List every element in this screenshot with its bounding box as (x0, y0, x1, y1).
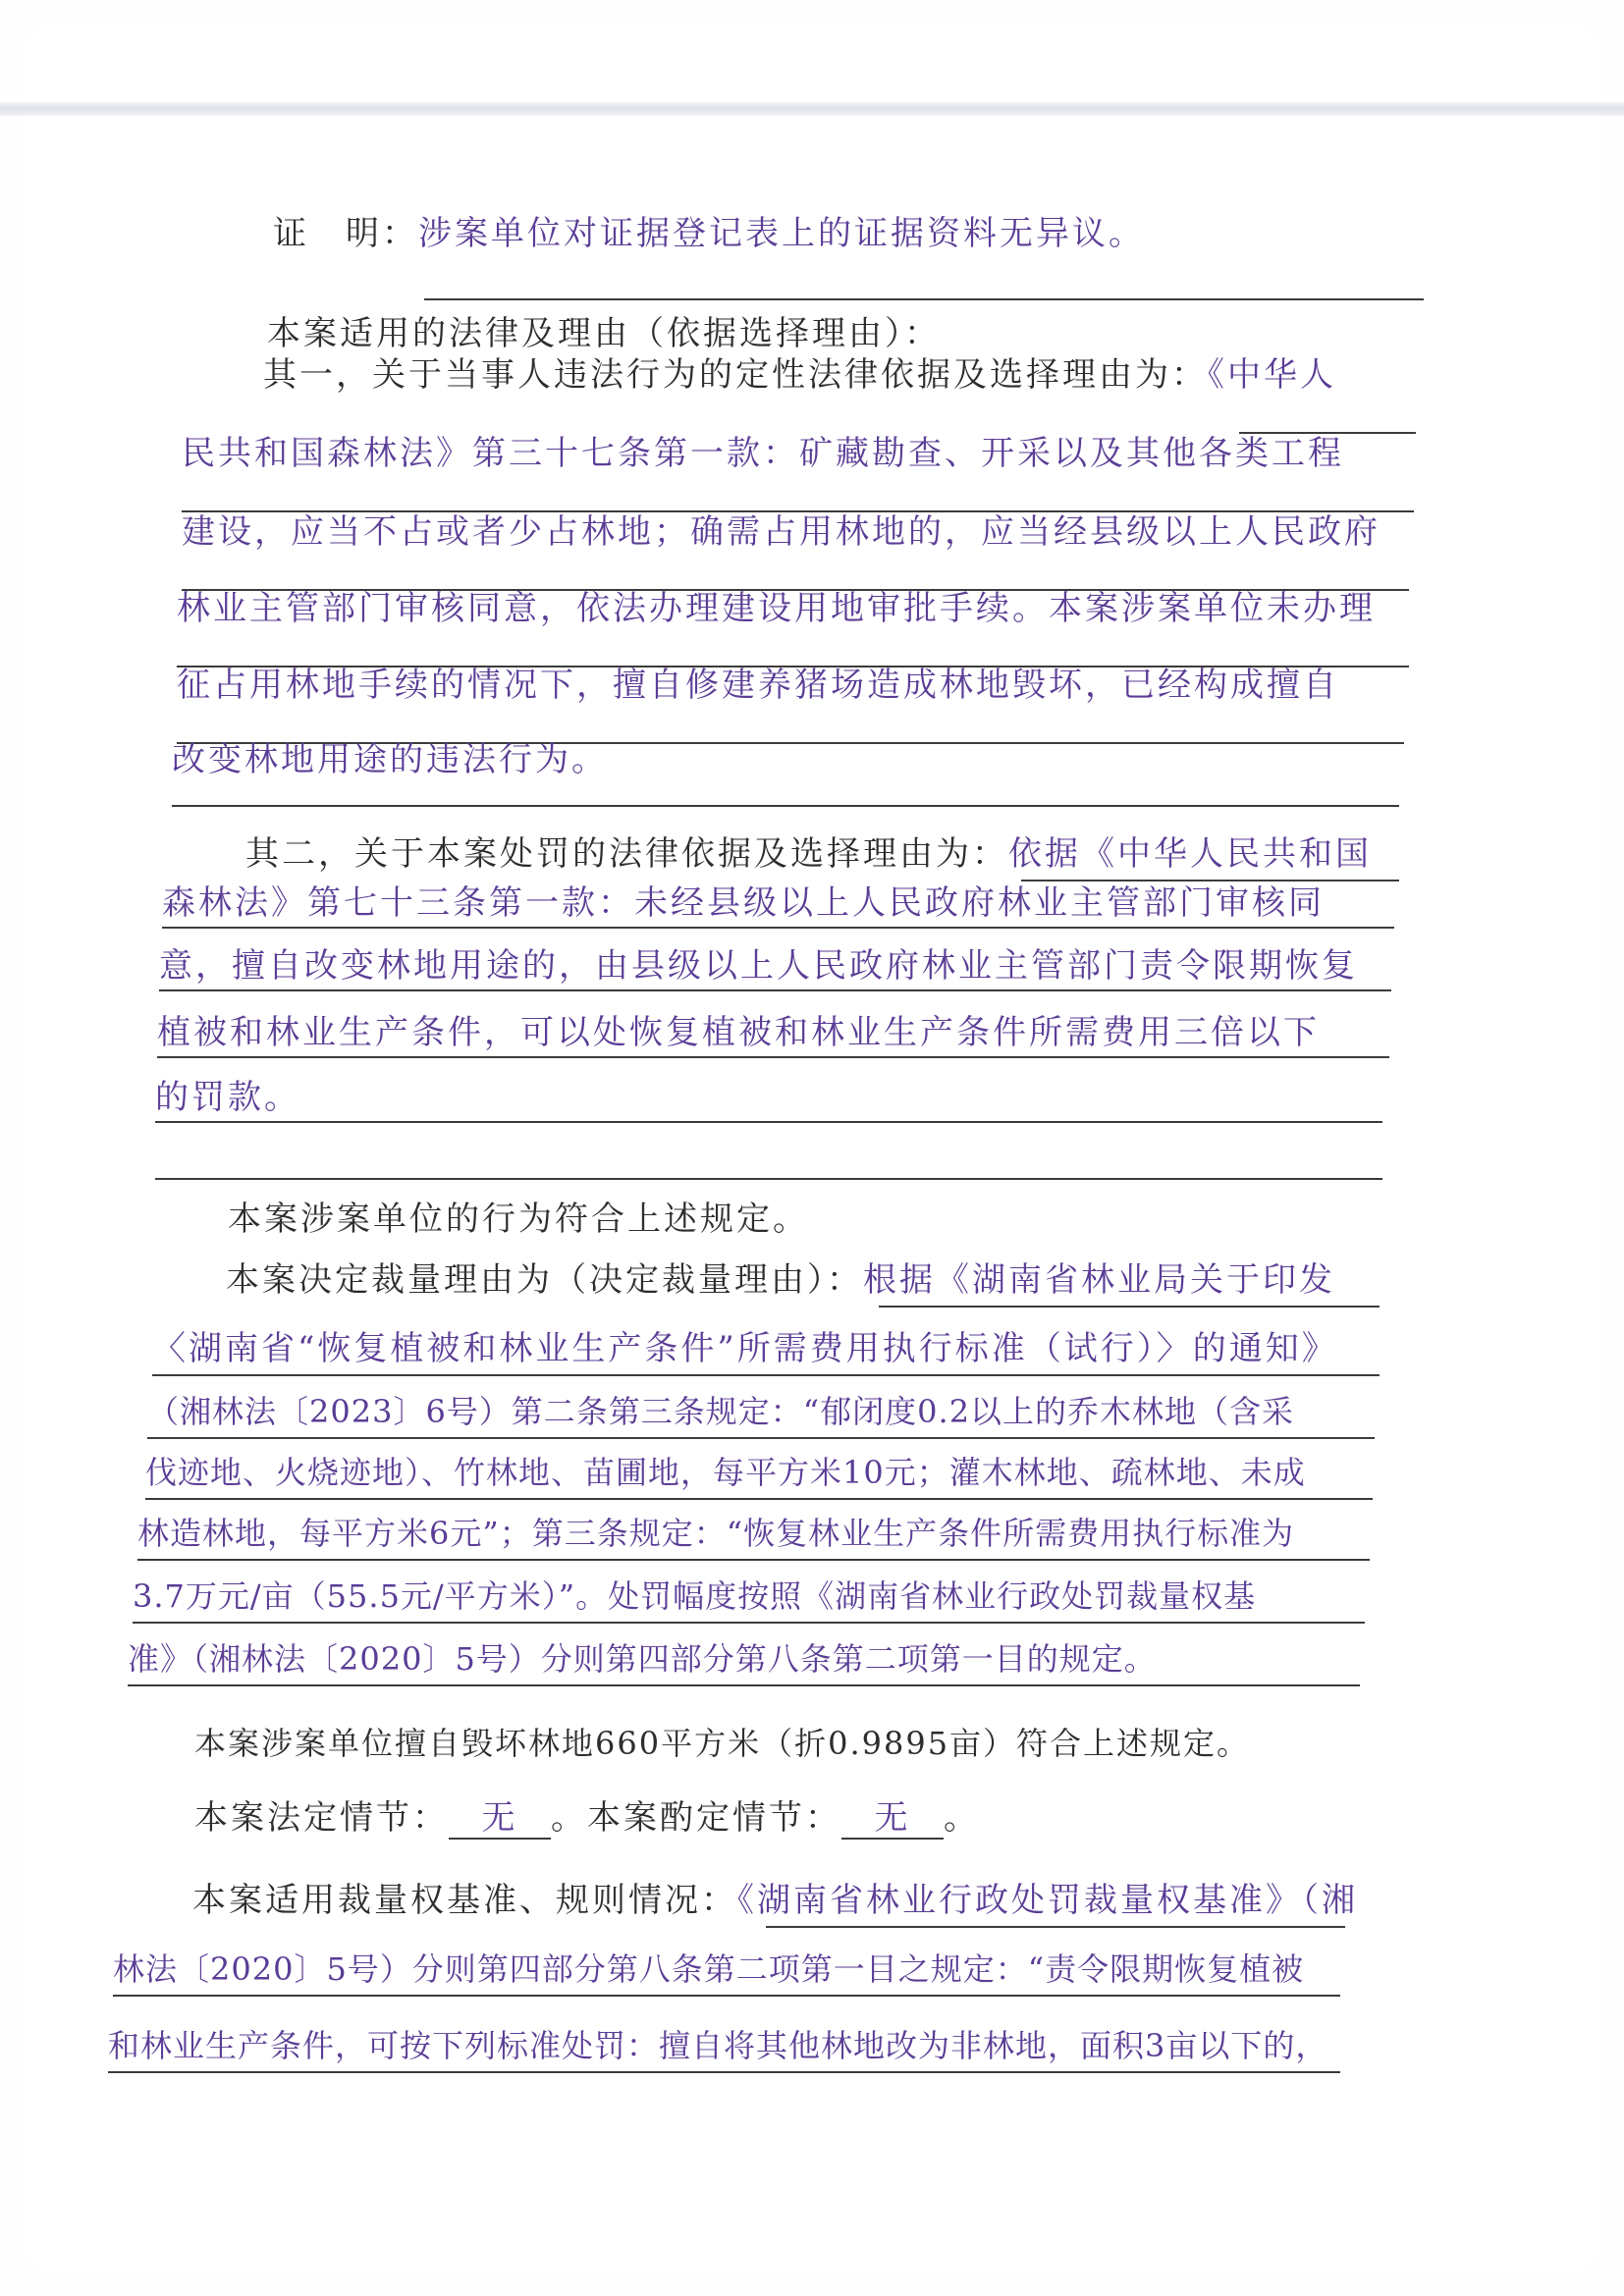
reason2-line: 森林法》第七十三条第一款：未经县级以上人民政府林业主管部门审核同 (162, 883, 1325, 923)
reason2-intro: 其二，关于本案处罚的法律依据及选择理由为： (245, 834, 1008, 874)
benchmark-underline (113, 1995, 1340, 1997)
discretionary-circumstance-value: 无 (841, 1798, 944, 1840)
reason1-line: 《中华人 (1208, 355, 1336, 395)
benchmark-line: 林法〔2020〕5号）分则第四部分第八条第二项第一目之规定：“责令限期恢复植被 (113, 1950, 1305, 1988)
proof-underline (424, 298, 1424, 300)
reason2-line: 植被和林业生产条件，可以处恢复植被和林业生产条件所需费用三倍以下 (157, 1013, 1320, 1052)
discretion-underline (128, 1684, 1360, 1686)
benchmark-line: 《湖南省林业行政处罚裁量权基准》（湘 (737, 1881, 1358, 1920)
discretionary-circumstance-label: 。本案酌定情节： (551, 1798, 841, 1838)
damage-statement: 本案涉案单位擅自毁坏林地660平方米（折0.9895亩）符合上述规定。 (194, 1725, 1251, 1762)
reason2-line: 的罚款。 (155, 1078, 300, 1117)
reason1-line: 民共和国森林法》第三十七条第一款：矿藏勘查、开采以及其他各类工程 (182, 434, 1344, 473)
discretion-underline (133, 1622, 1365, 1624)
discretion-underline (145, 1498, 1373, 1500)
reason2-underline (162, 927, 1394, 929)
benchmark-intro: 本案适用裁量权基准、规则情况： (192, 1881, 737, 1920)
discretion-line: 根据《湖南省林业局关于印发 (863, 1260, 1335, 1300)
benchmark-line: 和林业生产条件，可按下列标准处罚：擅自将其他林地改为非林地，面积3亩以下的， (108, 2027, 1328, 2064)
conform-statement: 本案涉案单位的行为符合上述规定。 (228, 1200, 809, 1239)
discretion-underline (147, 1437, 1375, 1439)
reason2-line: 依据《中华人民共和国 (1008, 834, 1372, 874)
discretion-intro-line (226, 1258, 1335, 1302)
discretion-underline (879, 1306, 1380, 1308)
discretion-underline (152, 1374, 1380, 1376)
circumstances-line (194, 1796, 980, 1840)
discretion-line: 准》（湘林法〔2020〕5号）分则第四部分第八条第二项第一目的规定。 (128, 1640, 1157, 1678)
discretion-line: 〈湖南省“恢复植被和林业生产条件”所需费用执行标准（试行）〉的通知》 (152, 1329, 1338, 1368)
proof-line (273, 212, 1145, 255)
legal-circumstance-label: 本案法定情节： (194, 1798, 449, 1838)
legal-circumstance-value: 无 (449, 1798, 551, 1840)
proof-label: 证 明： (273, 214, 418, 253)
discretion-line: 伐迹地、火烧迹地）、竹林地、苗圃地，每平方米10元；灌木林地、疏林地、未成 (145, 1454, 1306, 1491)
circumstances-end: 。 (944, 1798, 980, 1838)
discretion-line: 3.7万元/亩（55.5元/平方米）”。处罚幅度按照《湖南省林业行政处罚裁量权基 (133, 1577, 1257, 1615)
reason1-underline (172, 805, 1399, 807)
reason2-underline (157, 1056, 1389, 1058)
discretion-intro: 本案决定裁量理由为（决定裁量理由）： (226, 1260, 863, 1300)
reason2-underline (155, 1121, 1382, 1123)
discretion-line: （湘林法〔2023〕6号）第二条第三条规定：“郁闭度0.2以上的乔木林地（含采 (147, 1393, 1295, 1430)
discretion-line: 林造林地，每平方米6元”；第三条规定：“恢复林业生产条件所需费用执行标准为 (137, 1515, 1295, 1552)
law-heading: 本案适用的法律及理由（依据选择理由）： (267, 314, 941, 353)
reason1-line: 建设，应当不占或者少占林地；确需占用林地的，应当经县级以上人民政府 (182, 512, 1380, 552)
benchmark-underline (108, 2071, 1340, 2073)
reason1-line: 林业主管部门审核同意，依法办理建设用地审批手续。本案涉案单位未办理 (177, 589, 1376, 628)
discretion-underline (137, 1559, 1370, 1561)
reason1-intro-line (263, 353, 1336, 397)
reason2-intro-line (245, 832, 1372, 876)
proof-text: 涉案单位对证据登记表上的证据资料无异议。 (418, 214, 1145, 253)
reason2-line: 意，擅自改变林地用途的，由县级以上人民政府林业主管部门责令限期恢复 (159, 946, 1358, 986)
reason2-underline (155, 1178, 1382, 1180)
benchmark-intro-line (192, 1879, 1358, 1922)
benchmark-underline (766, 1926, 1345, 1928)
reason1-line: 征占用林地手续的情况下，擅自修建养猪场造成林地毁坏，已经构成擅自 (177, 666, 1339, 705)
reason2-underline (159, 989, 1391, 991)
reason1-line: 改变林地用途的违法行为。 (172, 740, 608, 779)
reason1-intro: 其一，关于当事人违法行为的定性法律依据及选择理由为： (263, 355, 1208, 395)
scan-edge-band (0, 102, 1624, 116)
